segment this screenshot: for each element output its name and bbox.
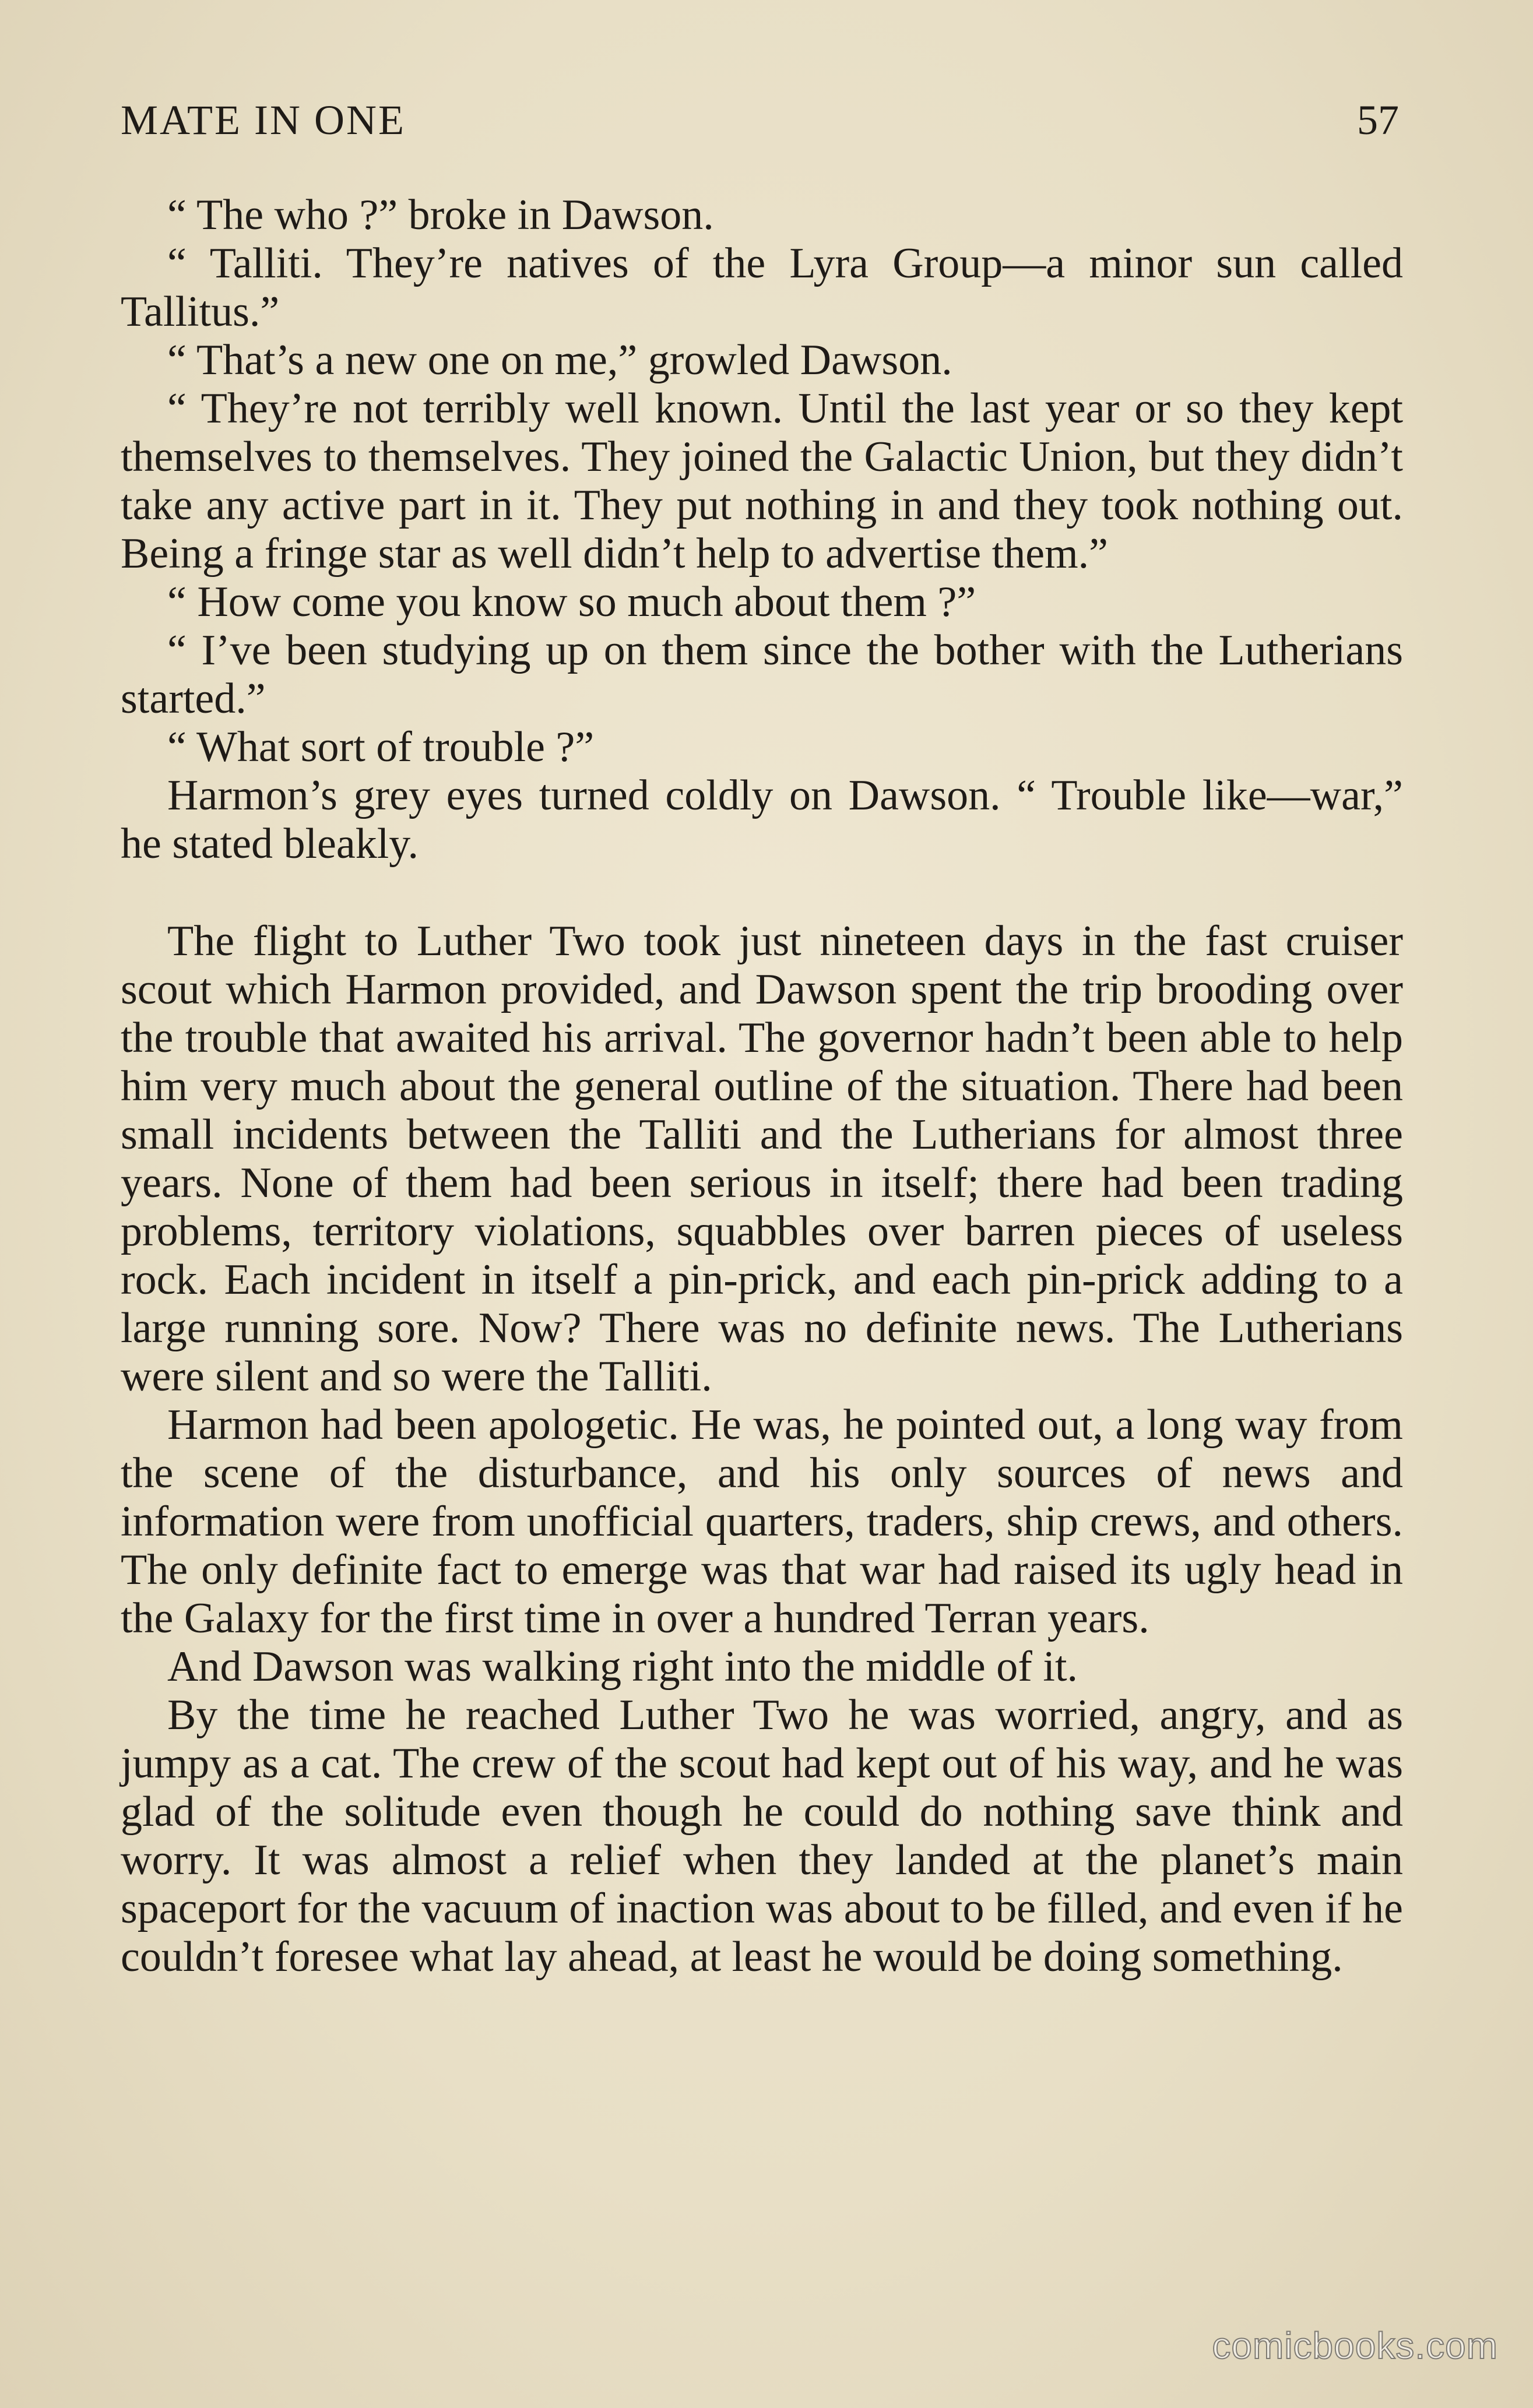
paragraph: “ That’s a new one on me,” growled Dawson. — [167, 336, 952, 384]
running-head: MATE IN ONE — [121, 97, 406, 143]
paragraph: “ They’re not terribly well known. Until the last year or so they kept themselves to themselves. They joined the Galactic Union, but they didn’t take any active part in it. They put nothing in and they took nothing out. Being a fringe star as well didn’t help to advertise them.” — [121, 385, 1403, 578]
paragraph: “ How come you know so much about them ?” — [167, 578, 976, 626]
paragraph: Harmon’s grey eyes turned coldly on Dawson. “ Trouble like—war,” he stated bleakly. — [121, 772, 1403, 868]
paragraph: Harmon had been apologetic. He was, he pointed out, a long way from the scene of the disturbance, and his only sources of news and information were from unofficial quarters, traders, ship crews, and others. The only definite fact to emerge was that war had raised its ugly head in the Galaxy for the first time in over a hundred Terran years. — [121, 1401, 1403, 1642]
paragraph: “ The who ?” broke in Dawson. — [167, 191, 714, 239]
paragraph: “ Talliti. They’re natives of the Lyra Group—a minor sun called Tallitus.” — [121, 240, 1403, 336]
watermark: comicbooks.com — [1212, 2325, 1498, 2367]
paragraph: And Dawson was walking right into the middle of it. — [167, 1643, 1078, 1691]
paragraph: The flight to Luther Two took just nineteen days in the fast cruiser scout which Harmon provided, and Dawson spent the trip brooding over the trouble that awaited his arrival. The governor hadn’t been able to help him very much about the general outline of the situation. There had been small incidents between the Talliti and the Lutherians for almost three years. None of them had been serious in itself; there had been trading problems, territory violations, squabbles over barren pieces of useless rock. Each incident in itself a pin-prick, and each pin-prick adding to a large running sore. Now? There was no definite news. The Lutherians were silent and so were the Talliti. — [121, 917, 1403, 1400]
page-number: 57 — [1357, 97, 1399, 143]
paragraph: “ What sort of trouble ?” — [167, 723, 595, 771]
paragraph: By the time he reached Luther Two he was worried, angry, and as jumpy as a cat. The crew of the scout had kept out of his way, and he was glad of the solitude even though he could do nothing save think and worry. It was almost a relief when they landed at the planet’s main spaceport for the vacuum of inaction was about to be filled, and even if he couldn’t foresee what lay ahead, at least he would be doing something. — [121, 1691, 1403, 1981]
paragraph: “ I’ve been studying up on them since the bother with the Lutherians started.” — [121, 626, 1403, 723]
body-text — [121, 191, 1403, 1981]
